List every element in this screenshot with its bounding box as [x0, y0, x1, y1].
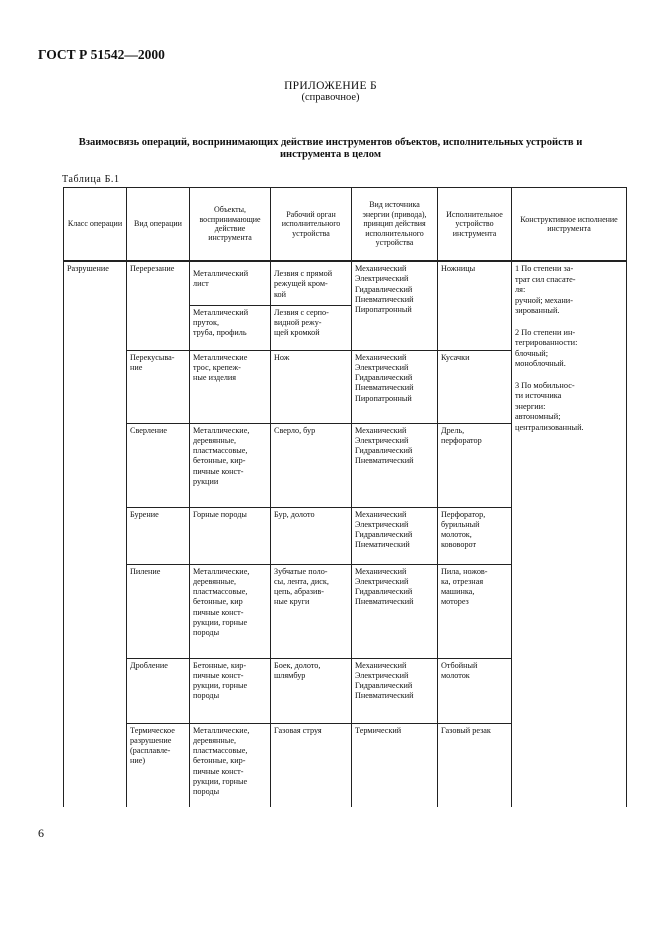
energy-cell: Механический Электрический Гидравлический Пневматический Пиропатронный: [352, 350, 438, 423]
object-cell: Бетонные, кир- пичные конст- рукции, горные породы: [190, 658, 271, 723]
table-label: Таблица Б.1: [62, 174, 120, 185]
organ-cell: Газовая струя: [271, 723, 352, 807]
table-header-row: [64, 188, 627, 262]
table-row: [64, 261, 627, 305]
energy-cell: Термический: [352, 723, 438, 807]
energy-cell: Механический Электрический Гидравлический Пневматический Пиропатронный: [352, 261, 438, 350]
operation-cell: Дробление: [127, 658, 190, 723]
operation-cell: Термическое разрушение (расплавле- ние): [127, 723, 190, 807]
object-cell: Металлические, деревянные, пластмассовые, бетонные, кир- пичные конст- рукции, горные породы: [190, 723, 271, 807]
object-cell: Горные породы: [190, 507, 271, 564]
operation-cell: Перерезание: [127, 261, 190, 350]
operation-cell: Пиление: [127, 564, 190, 658]
operation-cell: Бурение: [127, 507, 190, 564]
device-cell: Дрель, перфоратор: [438, 423, 512, 507]
document-header: ГОСТ Р 51542—2000: [38, 47, 165, 62]
energy-cell: Механический Электрический Гидравлический Пневматический: [352, 658, 438, 723]
organ-cell: Бур, долото: [271, 507, 352, 564]
header-class-operation: Класс операции: [64, 188, 127, 262]
device-cell: Газовый резак: [438, 723, 512, 807]
appendix-title: ПРИЛОЖЕНИЕ Б: [284, 80, 377, 92]
device-cell: Кусачки: [438, 350, 512, 423]
header-working-organ: Рабочий орган исполнительного устройства: [271, 188, 352, 262]
object-cell: Металлические, деревянные, пластмассовые, бетонные, кир пичные конст- рукции, горные породы: [190, 564, 271, 658]
organ-cell: Сверло, бур: [271, 423, 352, 507]
device-cell: Пила, ножов- ка, отрезная машинка, моторез: [438, 564, 512, 658]
operations-table: [63, 187, 627, 807]
class-operation-cell: Разрушение: [64, 261, 127, 807]
operation-cell: Сверление: [127, 423, 190, 507]
header-construction: Конструктивное исполнение инструмента: [512, 188, 627, 262]
organ-cell: Лезвия с прямой режущей кром- кой: [271, 261, 352, 305]
organ-cell: Нож: [271, 350, 352, 423]
header-executive-device: Исполнительное устройство инструмента: [438, 188, 512, 262]
organ-cell: Боек, долото, шлямбур: [271, 658, 352, 723]
object-cell: Металлические трос, крепеж- ные изделия: [190, 350, 271, 423]
appendix-subtitle: (справочное): [301, 92, 360, 103]
device-cell: Ножницы: [438, 261, 512, 350]
table-heading: Взаимосвязь операций, воспринимающих действие инструментов объектов, исполнительных устройств и инструмента в целом: [78, 137, 583, 160]
object-cell: Металлические, деревянные, пластмассовые, бетонные, кир- пичные конст- рукции: [190, 423, 271, 507]
header-operation-type: Вид операции: [127, 188, 190, 262]
page-number: 6: [38, 826, 44, 840]
device-cell: Отбойный молоток: [438, 658, 512, 723]
energy-cell: Механический Электрический Гидравлический Пнематический: [352, 507, 438, 564]
construction-note-cell: 1 По степени за- трат сил спасате- ля: ручной; механи- зированный. 2 По степени ин- тегрированности: блочный; моноблочный. 3 По мобильнос- ти источника энергии: автономный; централизованный.: [512, 261, 627, 807]
operation-cell: Перекусыва- ние: [127, 350, 190, 423]
object-cell: Металлический пруток, труба, профиль: [190, 305, 271, 350]
header-energy-source: Вид источника энергии (привода), принцип действия исполнительного устройства: [352, 188, 438, 262]
header-objects: Объекты, воспринимающие действие инструмента: [190, 188, 271, 262]
device-cell: Перфоратор, бурильный молоток, кововорот: [438, 507, 512, 564]
energy-cell: Механический Электрический Гидравлический Пневматический: [352, 564, 438, 658]
organ-cell: Зубчатые поло- сы, лента, диск, цепь, абразив- ные круги: [271, 564, 352, 658]
energy-cell: Механический Электрический Гидравлический Пневматический: [352, 423, 438, 507]
organ-cell: Лезвия с серпо- видной режу- щей кромкой: [271, 305, 352, 350]
object-cell: Металлический лист: [190, 261, 271, 305]
